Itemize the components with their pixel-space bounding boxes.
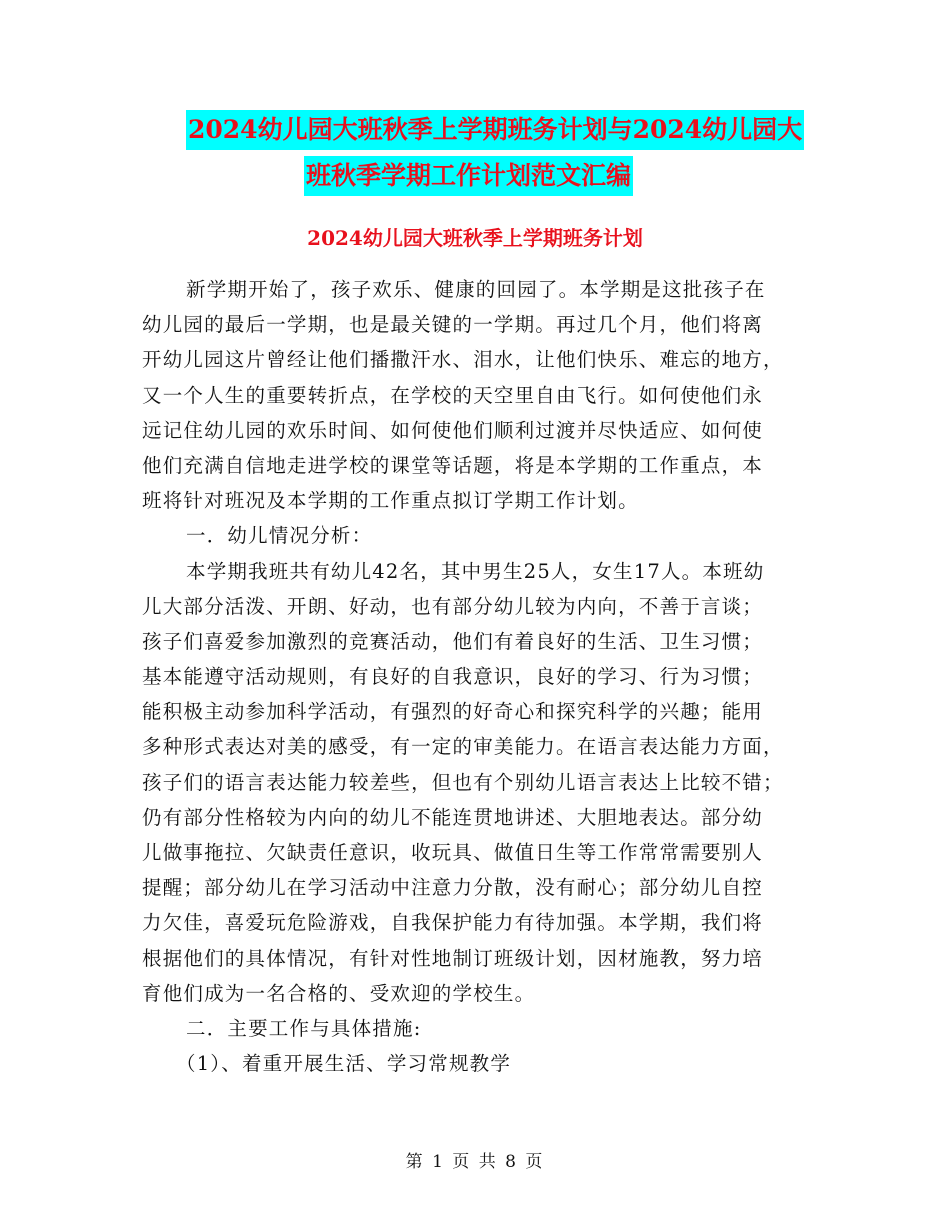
paragraph-line: 新学期开始了，孩子欢乐、健康的回园了。本学期是这批孩子在 (186, 278, 766, 301)
paragraph-line: 能积极主动参加科学活动，有强烈的好奇心和探究科学的兴趣；能用 (142, 700, 764, 724)
paragraph-line: 他们充满自信地走进学校的课堂等话题，将是本学期的工作重点，本 (142, 453, 764, 477)
paragraph-line: 基本能遵守活动规则，有良好的自我意识，良好的学习、行为习惯； (142, 665, 764, 689)
paragraph-line: 幼儿园的最后一学期，也是最关键的一学期。再过几个月，他们将离 (142, 313, 764, 337)
paragraph-line: 又一个人生的重要转折点，在学校的天空里自由飞行。如何使他们永 (142, 383, 764, 407)
paragraph-line: 远记住幼儿园的欢乐时间、如何使他们顺利过渡并尽快适应、如何使 (142, 418, 764, 442)
page-footer: 第 1 页 共 8 页 (405, 1152, 545, 1172)
paragraph-line: 开幼儿园这片曾经让他们播撒汗水、泪水，让他们快乐、难忘的地方， (142, 348, 784, 372)
heading-line: 一．幼儿情况分析： (186, 524, 373, 548)
paragraph-line: 儿大部分活泼、开朗、好动，也有部分幼儿较为内向，不善于言谈； (142, 594, 764, 618)
document-title-line-1: 2024幼儿园大班秋季上学期班务计划与2024幼儿园大 (186, 110, 804, 150)
document-body (142, 272, 810, 1081)
paragraph-line: 多种形式表达对美的感受，有一定的审美能力。在语言表达能力方面， (142, 735, 784, 759)
paragraph-line: 本学期我班共有幼儿42名，其中男生25人，女生17人。本班幼 (186, 559, 765, 583)
subheading-line: （1）、着重开展生活、学习常规教学 (176, 1052, 512, 1076)
paragraph-line: 孩子们的语言表达能力较差些，但也有个别幼儿语言表达上比较不错； (142, 770, 784, 794)
paragraph-line: 根据他们的具体情况，有针对性地制订班级计划，因材施教，努力培 (142, 946, 764, 970)
heading-line: 二．主要工作与具体措施: (186, 1016, 422, 1040)
paragraph-line: 力欠佳，喜爱玩危险游戏，自我保护能力有待加强。本学期，我们将 (142, 911, 764, 935)
paragraph-line: 提醒；部分幼儿在学习活动中注意力分散，没有耐心；部分幼儿自控 (142, 876, 764, 900)
section-title: 2024幼儿园大班秋季上学期班务计划 (307, 226, 643, 250)
paragraph-line: 育他们成为一名合格的、受欢迎的学校生。 (142, 981, 536, 1005)
paragraph-line: 儿做事拖拉、欠缺责任意识，收玩具、做值日生等工作常常需要别人 (142, 841, 764, 864)
document-title-line-2: 班秋季学期工作计划范文汇编 (304, 156, 633, 196)
paragraph-line: 仍有部分性格较为内向的幼儿不能连贯地讲述、大胆地表达。部分幼 (142, 805, 764, 829)
paragraph-line: 班将针对班况及本学期的工作重点拟订学期工作计划。 (142, 489, 639, 513)
paragraph-line: 孩子们喜爱参加激烈的竞赛活动，他们有着良好的生活、卫生习惯； (142, 629, 764, 653)
